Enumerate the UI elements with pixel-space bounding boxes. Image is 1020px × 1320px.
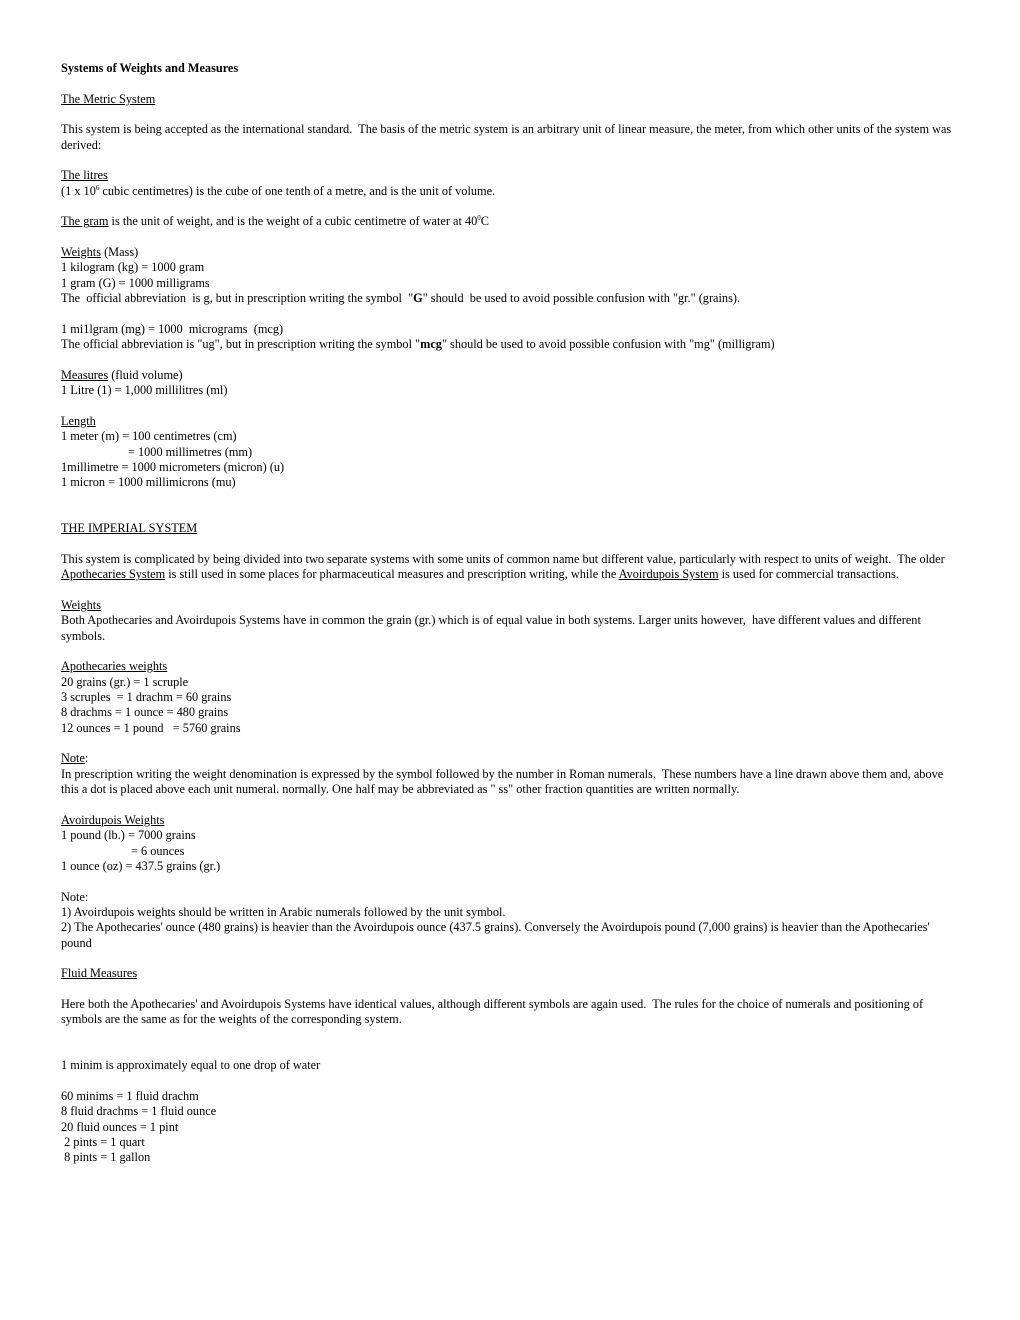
length-line-3: 1millimetre = 1000 micrometers (micron) (u)	[61, 459, 285, 474]
imperial-intro-mid: is still used in some places for pharmaceutical measures and prescription writing, while the	[165, 567, 619, 582]
mcg-note-post: " should be used to avoid possible confusion with "mg" (milligram)	[441, 337, 775, 352]
fluid-line-3: 20 fluid ounces = 1 pint	[61, 1119, 179, 1134]
document-title: Systems of Weights and Measures	[61, 61, 239, 75]
imperial-intro-post: is used for commercial transactions.	[718, 567, 899, 582]
length-line-4: 1 micron = 1000 millimicrons (mu)	[61, 475, 236, 490]
metric-weights-heading: Weights	[61, 245, 101, 260]
g-symbol: G	[413, 291, 423, 306]
avoirdupois-heading: Avoirdupois Weights	[61, 812, 165, 827]
measures-heading: Measures	[61, 367, 109, 382]
fluid-line-2: 8 fluid drachms = 1 fluid ounce	[61, 1104, 217, 1119]
litres-exponent: 6	[95, 183, 100, 192]
fluid-measures-heading: Fluid Measures	[61, 966, 138, 981]
avoirdupois-line-2: = 6 ounces	[131, 843, 185, 858]
gram-text-pre: is the unit of weight, and is the weight of a cubic centimetre of water at 40	[108, 214, 478, 229]
metric-weights-line-4: 1 mi1lgram (mg) = 1000 micrograms (mcg)	[61, 321, 284, 336]
apothecaries-system-term: Apothecaries System	[61, 567, 166, 582]
metric-weights-heading-suffix: (Mass)	[101, 245, 139, 260]
litres-text-pre: (1 x 10	[61, 183, 96, 198]
note-2-heading: Note:	[61, 889, 89, 904]
note-1-text: In prescription writing the weight denomination is expressed by the symbol followed by the number in Roman numerals. These numbers have a line drawn above them and, above this a dot is placed above each unit numeral. normally. One half may be abbreviated as " ss" other fraction quantities are written normally.	[61, 766, 947, 797]
apothecaries-line-1: 20 grains (gr.) = 1 scruple	[61, 674, 189, 689]
note-2-item-1: 1) Avoirdupois weights should be written in Arabic numerals followed by the unit symbol.	[61, 904, 506, 919]
imperial-intro-pre: This system is complicated by being divided into two separate systems with some units of common name but different value, particularly with respect to units of weight. The older	[61, 552, 948, 566]
fluid-line-1: 60 minims = 1 fluid drachm	[61, 1089, 199, 1104]
apothecaries-line-3: 8 drachms = 1 ounce = 480 grains	[61, 705, 229, 720]
metric-weights-heading-line	[61, 245, 961, 260]
length-heading: Length	[61, 413, 96, 428]
avoirdupois-line-1: 1 pound (lb.) = 7000 grains	[61, 828, 196, 843]
note-1-heading-line	[61, 751, 961, 766]
metric-intro: This system is being accepted as the international standard. The basis of the metric system is an arbitrary unit of linear measure, the meter, from which other units of the system was derived:	[61, 122, 955, 152]
litres-heading: The litres	[61, 168, 108, 183]
gram-definition	[61, 214, 961, 229]
g-note-post: " should be used to avoid possible confusion with "gr." (grains).	[422, 291, 741, 306]
metric-weights-line-2: 1 gram (G) = 1000 milligrams	[61, 275, 210, 290]
metric-weights-line-3	[61, 291, 961, 306]
gram-text-post: C	[480, 214, 489, 229]
fluid-measures-intro: Here both the Apothecaries' and Avoirdupois Systems have identical values, although different symbols are again used. The rules for the choice of numerals and positioning of symbols are the same as for the weights of the corresponding system.	[61, 996, 927, 1027]
apothecaries-heading: Apothecaries weights	[61, 659, 168, 674]
note-2-item-2: 2) The Apothecaries' ounce (480 grains) is heavier than the Avoirdupois ounce (437.5 grains). Conversely the Avoirdupois pound (7,000 grains) is heavier than the Apothecaries' pound	[61, 920, 933, 950]
minim-definition: 1 minim is approximately equal to one drop of water	[61, 1058, 321, 1073]
length-line-1: 1 meter (m) = 100 centimetres (cm)	[61, 429, 237, 444]
measures-heading-line	[61, 368, 961, 383]
apothecaries-line-4: 12 ounces = 1 pound = 5760 grains	[61, 720, 241, 735]
measures-line-1: 1 Litre (1) = 1,000 millilitres (ml)	[61, 383, 228, 398]
avoirdupois-line-3: 1 ounce (oz) = 437.5 grains (gr.)	[61, 858, 221, 873]
mcg-note-pre: The official abbreviation is "ug", but in prescription writing the symbol "	[61, 337, 421, 352]
document-page	[61, 61, 961, 1166]
imperial-intro	[61, 552, 961, 583]
metric-weights-line-1: 1 kilogram (kg) = 1000 gram	[61, 260, 205, 275]
avoirdupois-system-term: Avoirdupois System	[618, 567, 719, 582]
metric-weights-line-5	[61, 337, 961, 352]
litres-text-post: cubic centimetres) is the cube of one tenth of a metre, and is the unit of volume.	[99, 183, 496, 198]
metric-heading: The Metric System	[61, 91, 156, 106]
note-1-colon: :	[84, 751, 89, 766]
measures-heading-suffix: (fluid volume)	[108, 367, 183, 382]
length-line-2: = 1000 millimetres (mm)	[128, 444, 253, 459]
fluid-line-5: 8 pints = 1 gallon	[61, 1150, 151, 1165]
gram-degree: 0	[477, 214, 481, 223]
imperial-weights-text: Both Apothecaries and Avoirdupois Systems have in common the grain (gr.) which is of equal value in both systems. Larger units however, have different values and different symbols.	[61, 613, 924, 643]
litres-definition	[61, 184, 961, 199]
imperial-weights-heading: Weights	[61, 598, 101, 613]
mcg-symbol: mcg	[420, 337, 442, 352]
g-note-pre: The official abbreviation is g, but in prescription writing the symbol "	[61, 291, 414, 306]
fluid-line-4: 2 pints = 1 quart	[61, 1135, 145, 1150]
gram-heading: The gram	[61, 214, 109, 229]
note-1-heading: Note	[61, 751, 85, 766]
apothecaries-line-2: 3 scruples = 1 drachm = 60 grains	[61, 690, 232, 705]
imperial-heading: THE IMPERIAL SYSTEM	[61, 521, 198, 536]
